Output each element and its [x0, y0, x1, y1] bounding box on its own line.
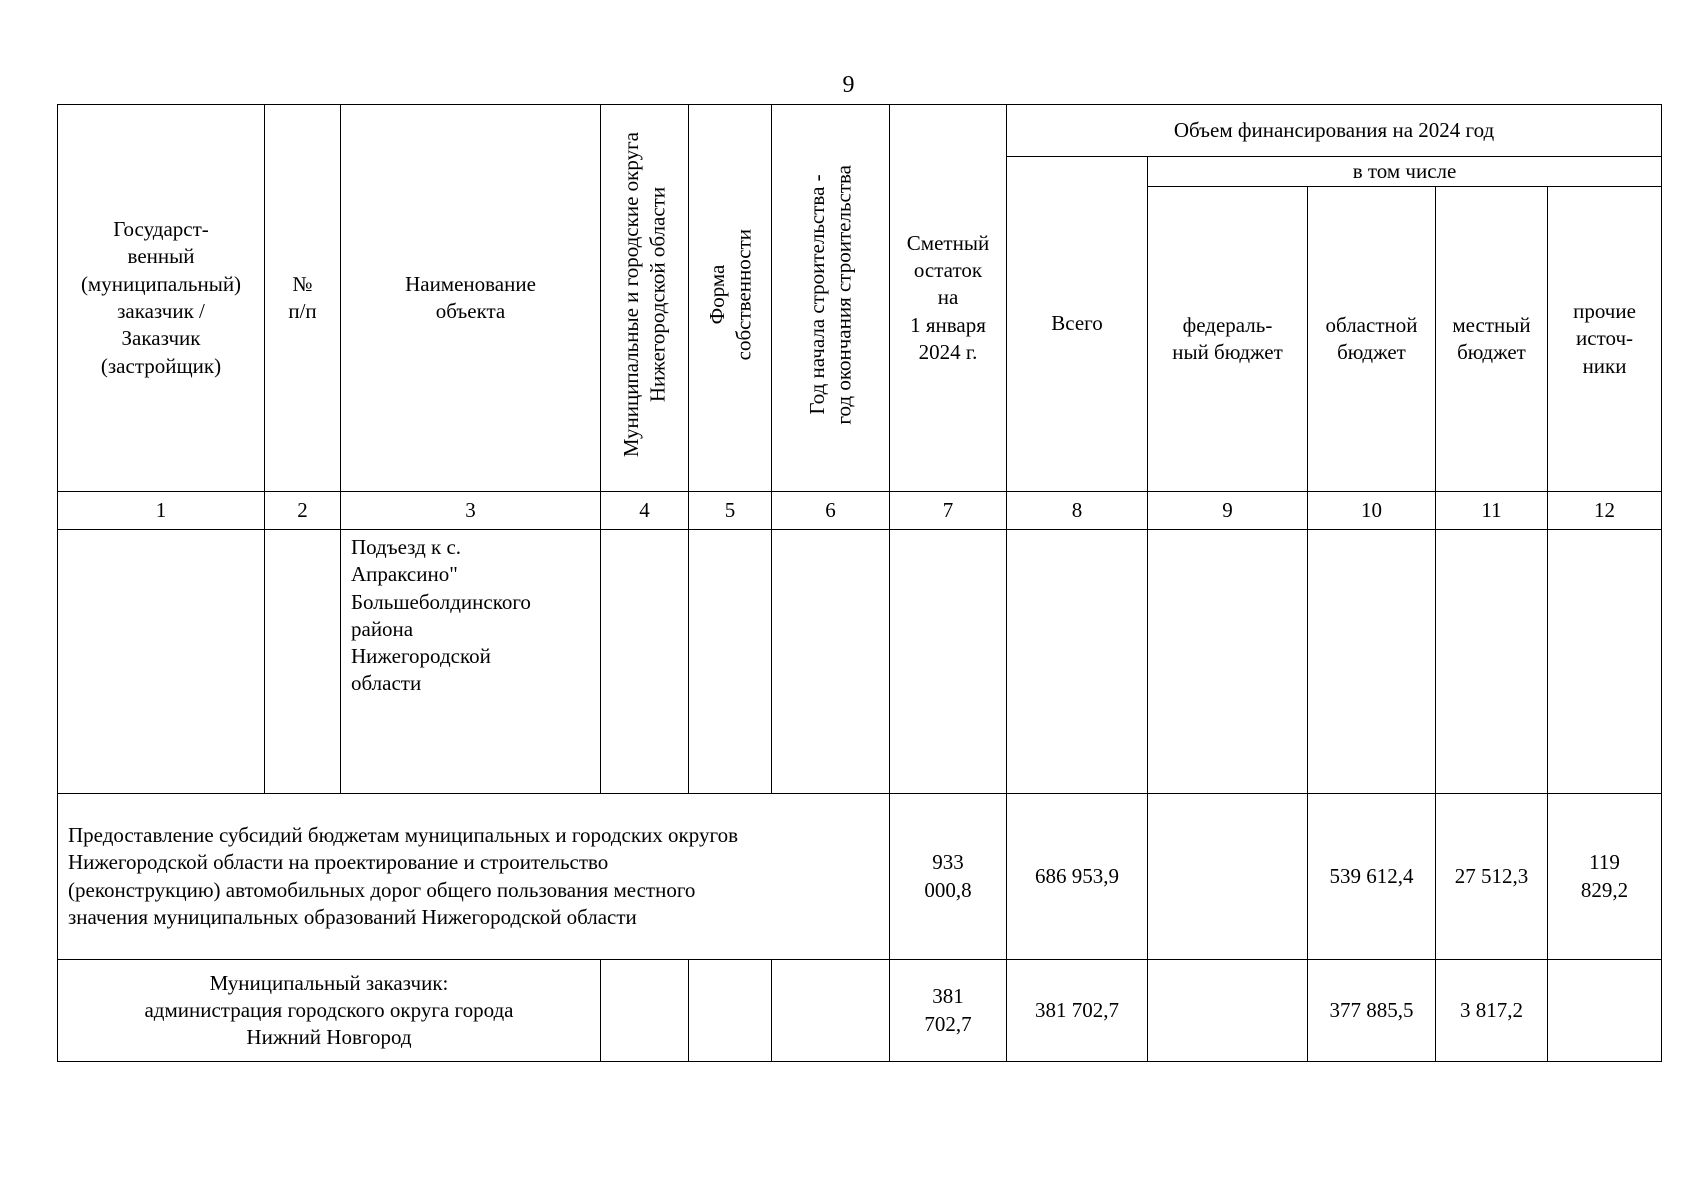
- header-object-name: Наименование объекта: [341, 105, 601, 492]
- subsidy-estimate-balance: 933 000,8: [890, 794, 1007, 960]
- header-years-text: Год начала строительства - год окончания строительства: [805, 164, 856, 425]
- header-regional: областной бюджет: [1308, 187, 1436, 492]
- municipal-regional: 377 885,5: [1308, 960, 1436, 1062]
- cell-empty: [58, 530, 265, 794]
- column-number: 7: [890, 492, 1007, 530]
- column-number: 9: [1148, 492, 1308, 530]
- column-number: 5: [689, 492, 772, 530]
- column-number: 4: [601, 492, 689, 530]
- subsidy-local: 27 512,3: [1436, 794, 1548, 960]
- municipal-local: 3 817,2: [1436, 960, 1548, 1062]
- cell-empty: [601, 960, 689, 1062]
- header-customer: Государст- венный (муниципальный) заказчик / Заказчик (застройщик): [58, 105, 265, 492]
- table-row: [58, 794, 1662, 960]
- cell-empty: [772, 530, 890, 794]
- header-number: № п/п: [265, 105, 341, 492]
- column-number: 8: [1007, 492, 1148, 530]
- column-number: 2: [265, 492, 341, 530]
- table-row: [58, 530, 1662, 794]
- cell-empty: [265, 530, 341, 794]
- header-including: в том числе: [1148, 157, 1662, 187]
- cell-empty: [890, 530, 1007, 794]
- financing-table: [57, 104, 1662, 1062]
- header-municipalities-text: Муниципальные и городские округа Нижегородской области: [619, 131, 670, 457]
- column-numbers-row: [58, 492, 1662, 530]
- header-total: Всего: [1007, 157, 1148, 492]
- header-years: [772, 105, 890, 492]
- table-row: [58, 960, 1662, 1062]
- subsidy-description: Предоставление субсидий бюджетам муниципальных и городских округов Нижегородской области на проектирование и строительство (реконструкцию) автомобильных дорог общего пользования местного значения муниципальных образований Нижегородской области: [58, 794, 890, 960]
- header-row: [58, 105, 1662, 157]
- column-number: 1: [58, 492, 265, 530]
- header-estimate-balance: Сметный остаток на 1 января 2024 г.: [890, 105, 1007, 492]
- cell-empty: [601, 530, 689, 794]
- cell-empty: [689, 960, 772, 1062]
- column-number: 11: [1436, 492, 1548, 530]
- cell-empty: [1007, 530, 1148, 794]
- header-federal: федераль- ный бюджет: [1148, 187, 1308, 492]
- column-number: 12: [1548, 492, 1662, 530]
- cell-empty: [1148, 530, 1308, 794]
- subsidy-other: 119 829,2: [1548, 794, 1662, 960]
- cell-empty: [1548, 530, 1662, 794]
- subsidy-federal: [1148, 794, 1308, 960]
- header-other: прочие источ- ники: [1548, 187, 1662, 492]
- header-municipalities: [601, 105, 689, 492]
- subsidy-regional: 539 612,4: [1308, 794, 1436, 960]
- header-ownership-text: Форма собственности: [704, 228, 755, 361]
- header-local: местный бюджет: [1436, 187, 1548, 492]
- cell-empty: [772, 960, 890, 1062]
- column-number: 6: [772, 492, 890, 530]
- municipal-total: 381 702,7: [1007, 960, 1148, 1062]
- municipal-federal: [1148, 960, 1308, 1062]
- column-number: 3: [341, 492, 601, 530]
- column-number: 10: [1308, 492, 1436, 530]
- municipal-estimate-balance: 381 702,7: [890, 960, 1007, 1062]
- header-funding-2024: Объем финансирования на 2024 год: [1007, 105, 1662, 157]
- page-number: 9: [842, 72, 855, 98]
- subsidy-total: 686 953,9: [1007, 794, 1148, 960]
- object-name-cell: Подъезд к с. Апраксино" Большеболдинского района Нижегородской области: [341, 530, 601, 794]
- cell-empty: [1436, 530, 1548, 794]
- cell-empty: [1308, 530, 1436, 794]
- header-ownership: [689, 105, 772, 492]
- municipal-other: [1548, 960, 1662, 1062]
- cell-empty: [689, 530, 772, 794]
- municipal-customer-name: Муниципальный заказчик: администрация городского округа города Нижний Новгород: [58, 960, 601, 1062]
